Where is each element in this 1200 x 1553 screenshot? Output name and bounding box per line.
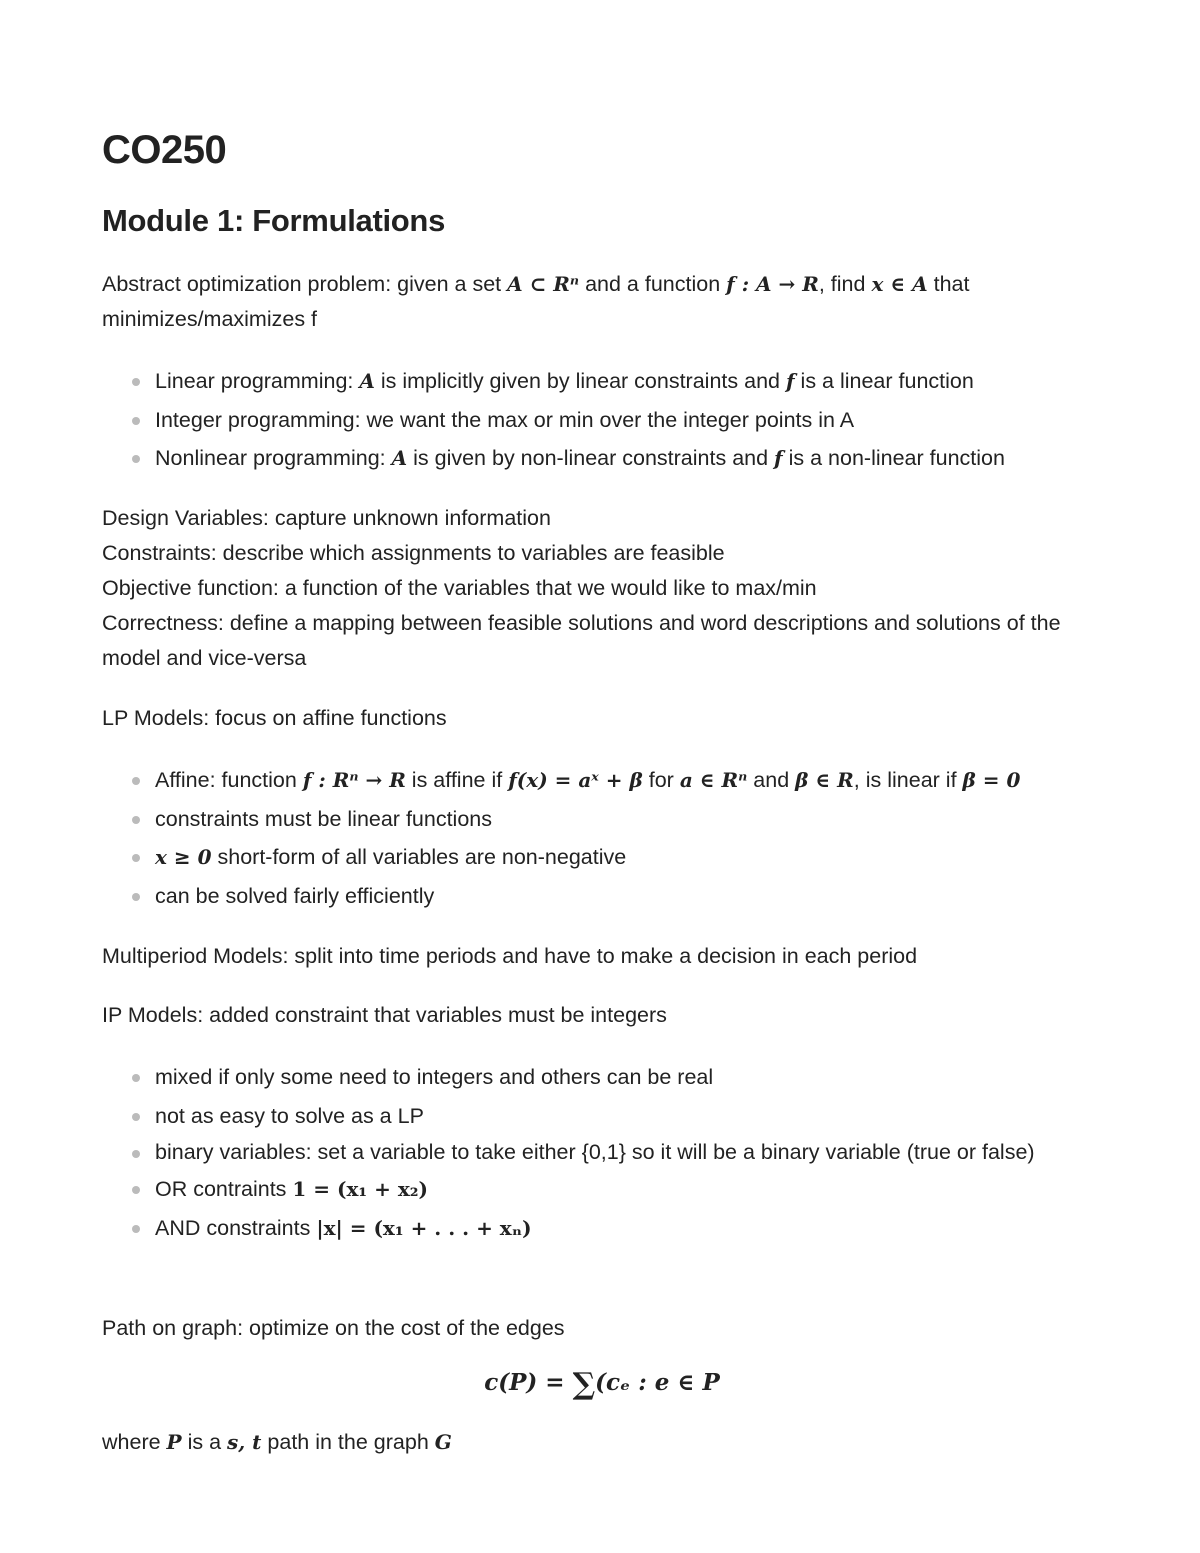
list-text: for bbox=[642, 768, 680, 792]
math-and-constraint: |x| = (x₁ + . . . + xₙ) bbox=[316, 1215, 532, 1240]
module-heading: Module 1: Formulations bbox=[102, 203, 446, 238]
list-item-linear-programming bbox=[102, 362, 1102, 401]
list-text: is affine if bbox=[405, 768, 509, 792]
math-sum-symbol: ∑ bbox=[572, 1367, 596, 1402]
ip-models-heading: IP Models: added constraint that variables must be integers bbox=[102, 1003, 667, 1027]
list-text: is implicitly given by linear constraints and bbox=[374, 369, 786, 393]
list-text: is a non-linear function bbox=[782, 446, 1005, 470]
where-text: where bbox=[102, 1430, 167, 1454]
definition-design-variables: Design Variables: capture unknown information bbox=[102, 506, 551, 530]
path-cost-equation bbox=[102, 1365, 1102, 1402]
math-f: f bbox=[785, 369, 795, 393]
list-text: Linear programming: bbox=[155, 369, 360, 393]
math-f-rn-r: f : Rⁿ → R bbox=[302, 768, 406, 792]
list-item-constraints-linear: constraints must be linear functions bbox=[102, 800, 1102, 839]
list-text: OR contraints bbox=[155, 1177, 293, 1201]
abstract-paragraph bbox=[102, 267, 1102, 337]
math-a-in-rn: a ∈ Rⁿ bbox=[679, 768, 748, 792]
abstract-text: and a function bbox=[579, 272, 727, 296]
programming-list bbox=[102, 362, 1102, 478]
list-text: AND constraints bbox=[155, 1215, 317, 1240]
math-beta-zero: β = 0 bbox=[962, 768, 1021, 792]
list-text: is given by non-linear constraints and bbox=[407, 446, 775, 470]
list-item-nonnegative bbox=[102, 838, 1102, 877]
list-item-affine bbox=[102, 761, 1102, 800]
math-a: A bbox=[391, 446, 408, 470]
math-cost-left: c(P) = bbox=[484, 1369, 573, 1396]
abstract-text: , find bbox=[818, 272, 872, 296]
list-item-and-constraints bbox=[102, 1209, 1102, 1248]
abstract-text: Abstract optimization problem: given a set bbox=[102, 272, 508, 296]
list-text: Nonlinear programming: bbox=[155, 446, 392, 470]
path-heading: Path on graph: optimize on the cost of the edges bbox=[102, 1316, 565, 1340]
lp-models-heading: LP Models: focus on affine functions bbox=[102, 706, 447, 730]
math-f: f bbox=[774, 446, 783, 470]
document-title: CO250 bbox=[102, 128, 227, 172]
definition-constraints: Constraints: describe which assignments to variables are feasible bbox=[102, 541, 725, 565]
math-or-constraint: 1 = (x₁ + x₂) bbox=[292, 1177, 428, 1201]
list-text: and bbox=[747, 768, 796, 792]
math-x-in-a: x ∈ A bbox=[871, 272, 928, 296]
list-item-not-easy: not as easy to solve as a LP bbox=[102, 1097, 1102, 1136]
math-g: G bbox=[434, 1430, 452, 1454]
multiperiod-paragraph: Multiperiod Models: split into time periods and have to make a decision in each period bbox=[102, 944, 918, 968]
list-item-nonlinear-programming bbox=[102, 439, 1102, 478]
math-set-a: A ⊂ Rⁿ bbox=[507, 272, 580, 296]
math-a: A bbox=[359, 369, 375, 393]
definitions-block bbox=[102, 501, 1102, 676]
math-p: P bbox=[166, 1430, 182, 1454]
list-item-or-constraints bbox=[102, 1170, 1102, 1209]
math-cost-right: (cₑ : e ∈ P bbox=[595, 1369, 720, 1396]
math-s-t: s, t bbox=[227, 1430, 262, 1454]
list-item-solved-efficiently: can be solved fairly efficiently bbox=[102, 877, 1102, 916]
math-affine-def: f(x) = aˣ + β bbox=[508, 768, 643, 792]
list-item-binary-variables: binary variables: set a variable to take either {0,1} so it will be a binary variable (true or false) bbox=[102, 1135, 1102, 1170]
list-item-mixed: mixed if only some need to integers and others can be real bbox=[102, 1058, 1102, 1097]
list-text: is a linear function bbox=[794, 369, 974, 393]
abstract-text: that minimizes/maximizes f bbox=[102, 272, 970, 331]
list-text: Affine: function bbox=[155, 768, 303, 792]
definition-objective: Objective function: a function of the variables that we would like to max/min bbox=[102, 576, 817, 600]
where-text: path in the graph bbox=[261, 1430, 435, 1454]
path-where-paragraph bbox=[102, 1425, 1102, 1460]
math-x-geq-0: x ≥ 0 bbox=[155, 845, 212, 869]
ip-models-list bbox=[102, 1058, 1102, 1247]
math-function-f: f : A → R bbox=[726, 272, 819, 296]
lp-models-list bbox=[102, 761, 1102, 915]
list-text: short-form of all variables are non-negative bbox=[211, 845, 627, 869]
definition-correctness: Correctness: define a mapping between feasible solutions and word descriptions and solutions of the model and vice-versa bbox=[102, 611, 1061, 670]
where-text: is a bbox=[181, 1430, 227, 1454]
list-text: , is linear if bbox=[853, 768, 963, 792]
list-item-integer-programming: Integer programming: we want the max or min over the integer points in A bbox=[102, 401, 1102, 440]
math-beta-in-r: β ∈ R bbox=[795, 768, 854, 792]
